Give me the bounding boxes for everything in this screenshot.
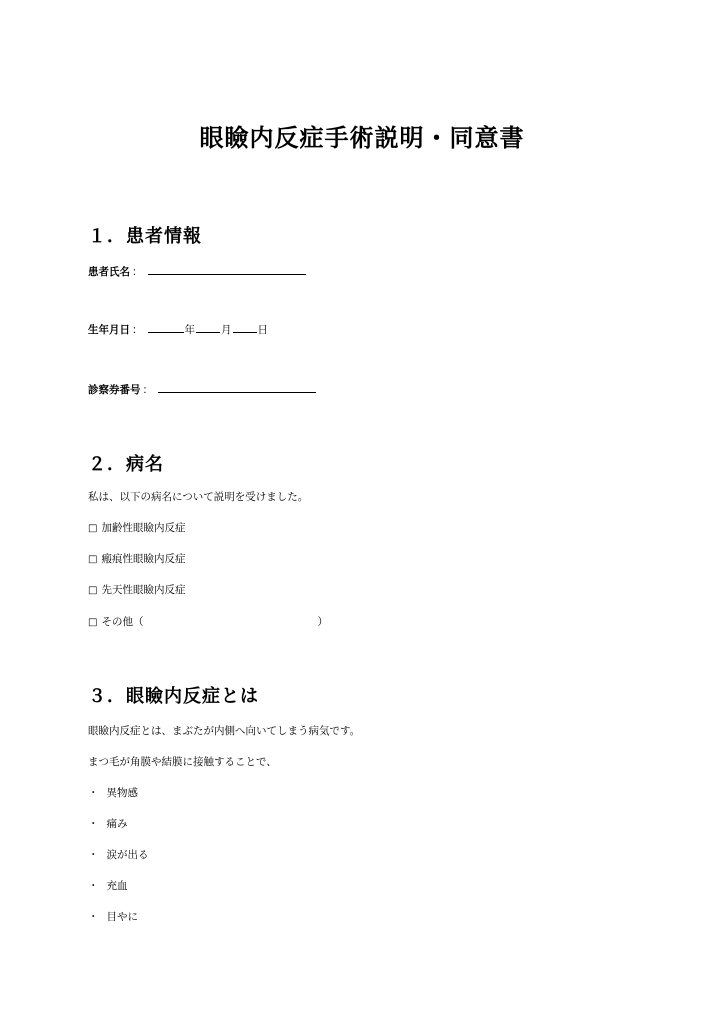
- bullet-icon: ・: [88, 849, 99, 861]
- diagnosis-intro: 私は、以下の病名について説明を受けました。: [88, 491, 309, 503]
- patient-name-field: [88, 263, 307, 279]
- option-label: 先天性眼瞼内反症: [101, 584, 186, 596]
- bullet-icon: ・: [88, 787, 99, 799]
- patient-name-blank[interactable]: [148, 263, 306, 275]
- dob-day-blank[interactable]: [233, 321, 257, 333]
- patient-id-label: 診察券番号: [88, 384, 141, 396]
- section-2-heading: ２．病名: [88, 454, 164, 475]
- checkbox-icon[interactable]: □: [88, 523, 98, 534]
- section-1-heading: １．患者情報: [88, 226, 202, 247]
- dob-year-blank[interactable]: [148, 321, 184, 333]
- symptom-item: [88, 878, 128, 893]
- label-separator: ：: [132, 266, 143, 278]
- symptom-label: 涙が出る: [106, 849, 149, 861]
- symptom-label: 目やに: [106, 911, 138, 923]
- checkbox-icon[interactable]: □: [88, 617, 98, 628]
- patient-name-label: 患者氏名: [88, 266, 130, 278]
- checkbox-icon[interactable]: □: [88, 554, 98, 565]
- diagnosis-option-3[interactable]: [88, 582, 185, 597]
- section-3-heading: ３．眼瞼内反症とは: [88, 686, 259, 707]
- symptom-item: [88, 909, 138, 924]
- diagnosis-option-2[interactable]: [88, 551, 185, 566]
- label-separator: ：: [142, 384, 153, 396]
- symptom-label: 異物感: [106, 787, 138, 799]
- patient-id-field: [88, 381, 317, 397]
- symptom-label: 充血: [106, 880, 128, 892]
- symptom-item: [88, 847, 149, 862]
- bullet-icon: ・: [88, 818, 99, 830]
- bullet-icon: ・: [88, 911, 99, 923]
- option-label: 瘢痕性眼瞼内反症: [101, 553, 186, 565]
- symptom-label: 痛み: [106, 818, 128, 830]
- dob-label: 生年月日: [88, 324, 130, 336]
- other-label: その他（: [101, 616, 144, 628]
- diagnosis-option-other[interactable]: [88, 614, 328, 629]
- day-unit: 日: [257, 324, 268, 336]
- document-title: 眼瞼内反症手術説明・同意書: [199, 124, 525, 152]
- symptom-item: [88, 816, 128, 831]
- dob-field: [88, 321, 268, 337]
- patient-id-blank[interactable]: [158, 381, 316, 393]
- label-separator: ：: [132, 324, 143, 336]
- checkbox-icon[interactable]: □: [88, 585, 98, 596]
- description-line-2: まつ毛が角膜や結膜に接触することで、: [88, 756, 277, 768]
- month-unit: 月: [221, 324, 232, 336]
- description-line-1: 眼瞼内反症とは、まぶたが内側へ向いてしまう病気です。: [88, 725, 361, 737]
- symptom-item: [88, 785, 138, 800]
- bullet-icon: ・: [88, 880, 99, 892]
- diagnosis-option-1[interactable]: [88, 520, 185, 535]
- option-label: 加齢性眼瞼内反症: [101, 522, 186, 534]
- year-unit: 年: [184, 324, 195, 336]
- other-close-paren: ）: [317, 616, 328, 628]
- dob-month-blank[interactable]: [196, 321, 220, 333]
